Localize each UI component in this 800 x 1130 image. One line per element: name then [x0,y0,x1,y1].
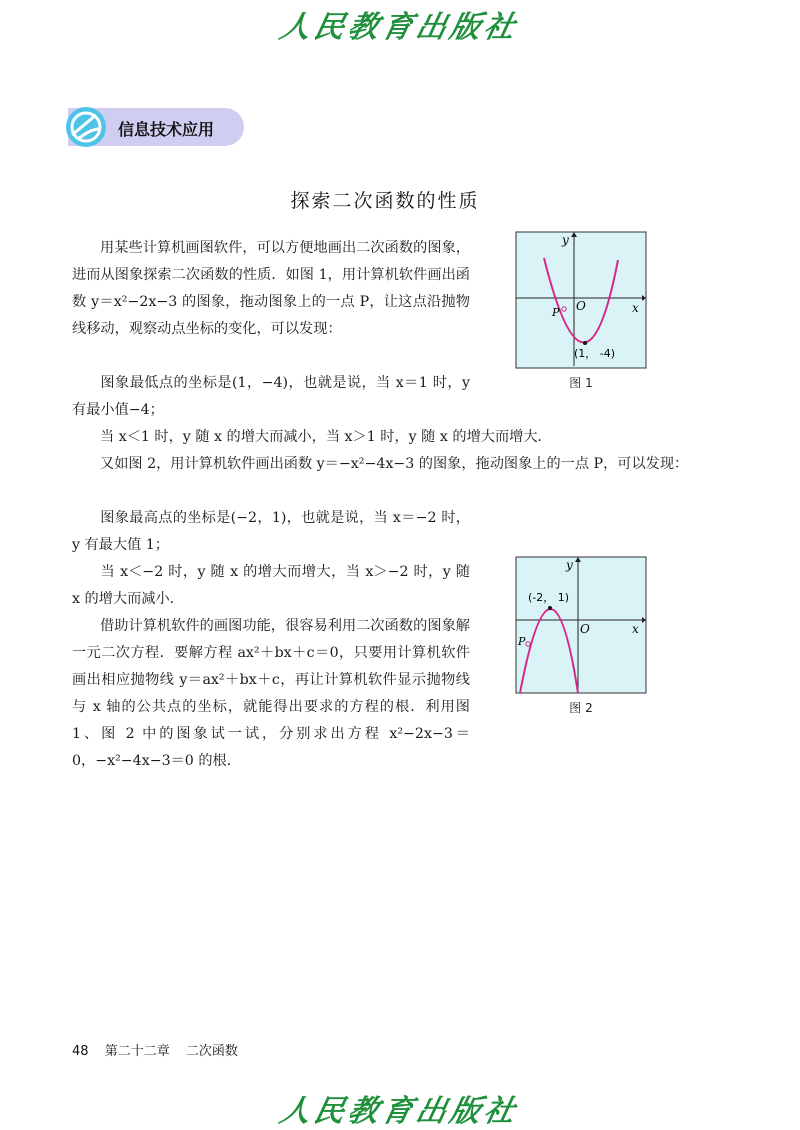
figure-2-origin-label: O [580,622,590,636]
page-number: 48 [72,1044,89,1059]
paragraph-3: 当 x＜1 时，y 随 x 的增大而减小，当 x＞1 时，y 随 x 的增大而增大． [100,429,552,445]
chapter-label: 第二十二章 [104,1044,170,1059]
paragraph-1: 用某些计算机画图软件，可以方便地画出二次函数的图象，进而从图象探索二次函数的性质．如图 1，用计算机软件画出函数 y＝x²−2x−3 的图象，拖动图象上的一点 P，让这点沿抛物线移动，观察动点坐标的变化，可以发现： [72,240,470,337]
paragraph-5: 图象最高点的坐标是(−2，1)，也就是说，当 x＝−2 时，y 有最大值 1； [72,510,470,553]
figure-1-y-label: y [562,233,569,247]
figure-1-x-label: x [632,301,639,315]
figure-1-vertex-label: (1， -4) [574,347,616,360]
figure-1-origin-label: O [576,299,586,313]
paragraph-2: 图象最低点的坐标是(1，−4)，也就是说，当 x＝1 时，y 有最小值−4； [72,375,470,418]
page-title: 探索二次函数的性质 [290,190,480,212]
info-tech-icon [66,107,106,147]
page-footer [72,1040,250,1059]
figure-1-graph [514,230,648,370]
figure-1-vertex-point [583,341,587,345]
figure-2-y-label: y [566,558,573,572]
section-badge [68,108,244,146]
paragraph-4: 又如图 2，用计算机软件画出函数 y＝−x²−4x−3 的图象，拖动图象上的一点 P，可以发现： [100,456,689,472]
section-label: 二次函数 [185,1044,238,1059]
figure-2-x-label: x [632,622,639,636]
figure-2-caption: 图 2 [569,701,593,715]
figure-1-p-label: P [552,306,560,319]
paragraph-7: 借助计算机软件的画图功能，很容易利用二次函数的图象解一元二次方程．要解方程 ax²＋bx＋c＝0，只要用计算机软件画出相应抛物线 y＝ax²＋bx＋c，再让计算机软件显示抛物线与 x 轴的公共点的坐标，就能得出要求的方程的根．利用图 1、图 2 中的图象试一试，分别求出方程 x²−2x−3＝0，−x²−4x−3＝0 的根． [72,618,470,769]
publisher-logo-top: 人民教育出版社 [276,10,522,45]
publisher-logo-bottom: 人民教育出版社 [276,1094,522,1129]
paragraph-6: 当 x＜−2 时，y 随 x 的增大而增大，当 x＞−2 时，y 随 x 的增大而减小． [72,564,470,607]
badge-label: 信息技术应用 [118,120,215,139]
figure-2-vertex-point [548,606,552,610]
figure-1-caption: 图 1 [569,376,593,390]
figure-2-vertex-label: (-2， 1) [528,591,570,604]
figure-2-p-label: P [518,635,526,648]
figure-2-graph [514,555,648,695]
